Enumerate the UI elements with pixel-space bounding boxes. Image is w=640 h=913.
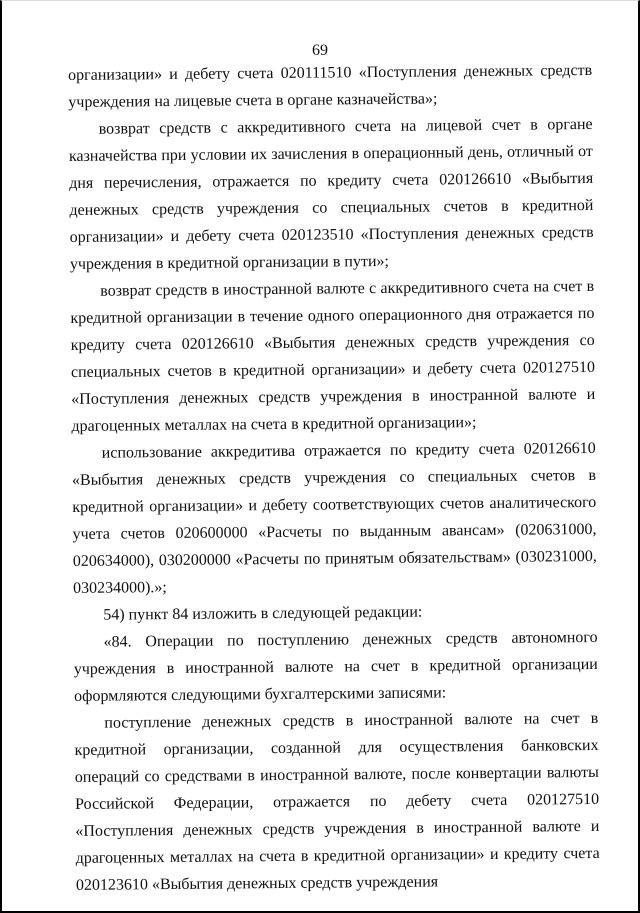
page-number: 69	[312, 42, 328, 59]
document-body	[68, 57, 600, 899]
paragraph-clause-84: «84. Операции по поступлению денежных средств автономного учреждения в иностранной валюте на счет в кредитной организации оформляются следующими бухгалтерскими записями:	[73, 628, 598, 705]
paragraph-refund-to-treasury: возврат средств с аккредитивного счета на лицевой счет в органе казначейства при условии их зачисления в операционный день, отличный от дня перечисления, отражается по кредиту счета 020126610 «Выбытия денежных средств учреждения со специальных счетов в кредитной организации» и дебету счета 020123510 «Поступления денежных средств учреждения в кредитной организации в пути»;	[68, 115, 594, 273]
paragraph-letter-of-credit-use: использование аккредитива отражается по кредиту счета 020126610 «Выбытия денежных средств учреждения со специальных счетов в кредитной организации» и дебету соответствующих счетов аналитического учета счетов 020600000 «Расчеты по выданным авансам» (020631000, 020634000), 030200000 «Расчеты по принятым обязательствам» (030231000, 030234000).»;	[71, 439, 597, 597]
paragraph-foreign-currency-receipt: поступление денежных средств в иностранной валюте на счет в кредитной организации, созданной для осуществления банковских операций со средствами в иностранной валюте, после конвертации валюты Российской Федерации, отражается по дебету счета 020127510 «Поступления денежных средств учреждения в иностранной валюте и драгоценных металлах на счета в кредитной организации» и кредиту счета 020123610 «Выбытия денежных средств учреждения	[74, 709, 600, 894]
paragraph-refund-foreign-currency: возврат средств в иностранной валюте с аккредитивного счета на счет в кредитной организации в течение одного операционного дня отражается по кредиту счета 020126610 «Выбытия денежных средств учреждения со специальных счетов в кредитной организации» и дебету счета 020127510 «Поступления денежных средств учреждения в иностранной валюте и драгоценных металлах на счета в кредитной организации»;	[70, 277, 596, 435]
paragraph-clause-54: 54) пункт 84 изложить в следующей редакции:	[103, 603, 423, 624]
paragraph-continuation: организации» и дебету счета 020111510 «Поступления денежных средств учреждения на лицевые счета в органе казначейства»;	[68, 61, 593, 111]
